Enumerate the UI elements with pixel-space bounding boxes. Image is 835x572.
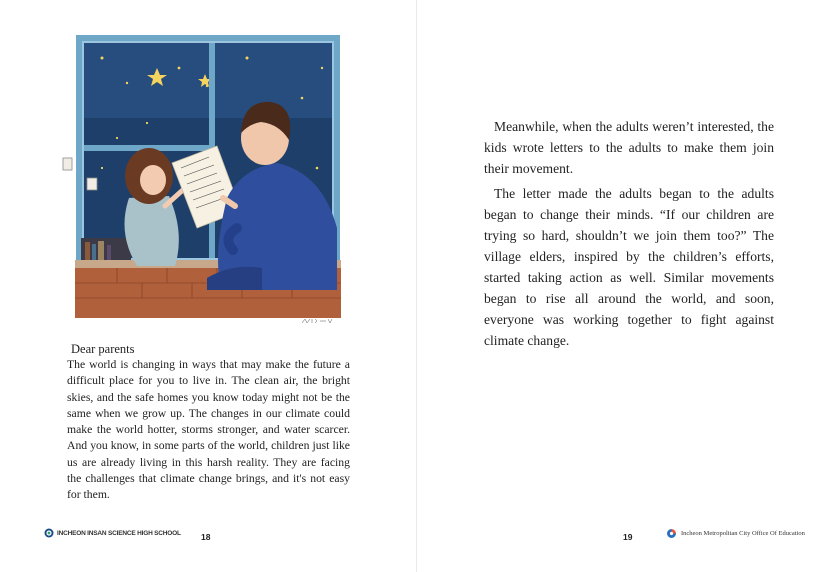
story-paragraph-2: The letter made the adults began to the adults began to change their minds. “If our children are trying so hard, shouldn’t we join them too?” The village elders, inspired by the children’s efforts, started taking action as well. Similar movements began to rise all around the world, and soon, everyone was working together to fight against climate change. [484, 186, 774, 348]
school-name: INCHEON INSAN SCIENCE HIGH SCHOOL [57, 529, 181, 537]
office-name: Incheon Metropolitan City Office Of Education [681, 530, 805, 537]
page-number-right: 19 [623, 532, 633, 542]
page-number-left: 18 [201, 532, 211, 542]
left-page [0, 0, 417, 572]
footer-office [666, 528, 805, 539]
school-logo-icon [44, 528, 54, 538]
letter-body: The world is changing in ways that may make the future a difficult place for you to live in. The clean air, the bright skies, and the safe homes you know today might not be the same when we grow up. The changes in our climate could make the world hotter, storms stronger, and water scarcer. And you know, in some parts of the world, children just like us are already living in this harsh reality. They are facing the challenges that climate change brings, and it's not easy for them. [67, 358, 350, 502]
illustration-image [57, 28, 355, 334]
footer-school [44, 528, 181, 538]
story-paragraph-1: Meanwhile, when the adults weren’t interested, the kids wrote letters to the adults to make them join their movement. [484, 119, 774, 176]
office-logo-icon [666, 528, 677, 539]
letter-heading: Dear parents [71, 342, 135, 356]
story-text [484, 116, 774, 355]
